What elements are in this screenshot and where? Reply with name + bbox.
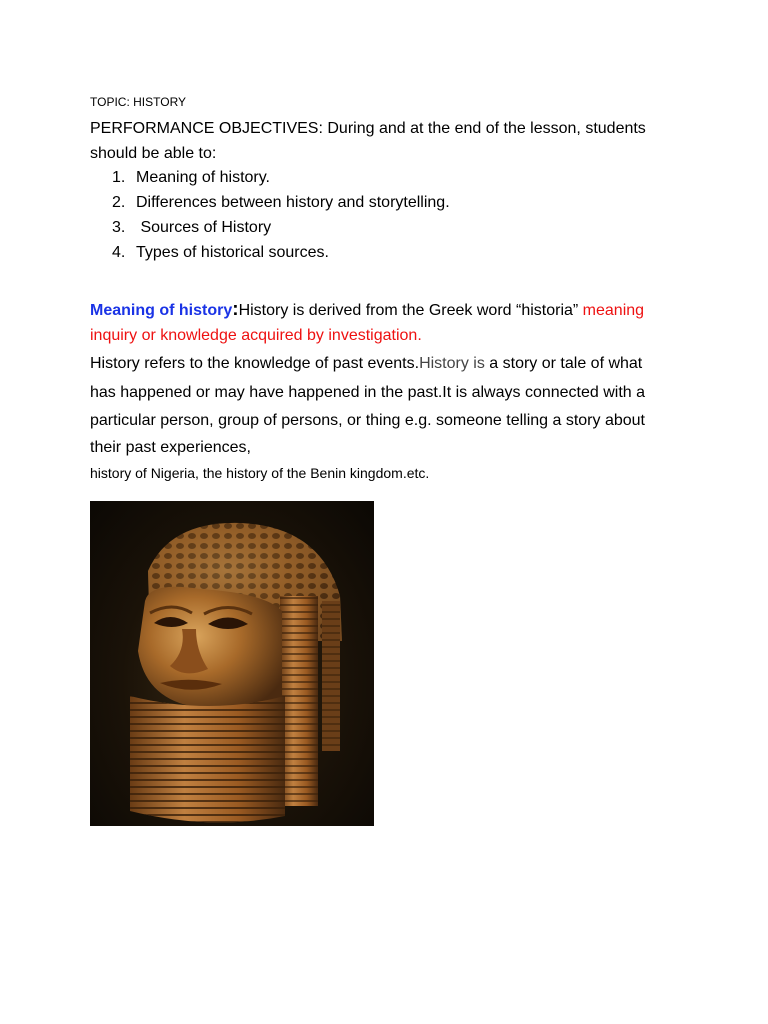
- paragraph-line: [90, 349, 680, 379]
- paragraph-line: [90, 323, 680, 349]
- highlighted-period: .: [417, 327, 422, 344]
- objectives-list: [112, 165, 450, 265]
- paragraph-line: their past experiences,: [90, 439, 251, 456]
- list-item: [112, 190, 450, 215]
- list-item-text: Differences between history and storytelling.: [136, 194, 450, 211]
- list-number: 2.: [112, 194, 126, 211]
- list-item: [112, 215, 450, 240]
- paragraph-line: [90, 296, 680, 323]
- meaning-of-history-section: [90, 296, 680, 485]
- section-heading: Meaning of history: [90, 302, 233, 319]
- heading-colon: :: [232, 299, 239, 320]
- body-text: History is: [419, 355, 485, 372]
- paragraph-line: has happened or may have happened in the past.It is always connected with a: [90, 384, 646, 401]
- list-item-text: Meaning of history.: [136, 169, 270, 186]
- list-number: 4.: [112, 244, 126, 261]
- list-item-text: Sources of History: [136, 219, 272, 236]
- benin-bronze-head-image: [90, 501, 374, 826]
- list-item: [112, 165, 450, 190]
- highlighted-text: inquiry or knowledge acquired by investigation: [90, 327, 418, 344]
- body-text: a story or tale of what: [484, 355, 643, 372]
- list-number: 3.: [112, 219, 126, 236]
- paragraph-line: particular person, group of persons, or thing e.g. someone telling a story about: [90, 412, 645, 429]
- topic-label: TOPIC: HISTORY: [90, 95, 187, 109]
- paragraph-line: history of Nigeria, the history of the Benin kingdom.etc.: [90, 465, 430, 481]
- bronze-head-illustration: [90, 501, 374, 826]
- highlighted-text: meaning: [582, 302, 645, 319]
- list-item-text: Types of historical sources.: [136, 244, 329, 261]
- body-text: History refers to the knowledge of past events.: [90, 355, 420, 372]
- definition-text: History is derived from the Greek word “historia”: [238, 302, 583, 319]
- performance-objectives-intro: PERFORMANCE OBJECTIVES: During and at the end of the lesson, students should be able to:: [90, 120, 646, 162]
- list-number: 1.: [112, 169, 126, 186]
- list-item: [112, 240, 450, 265]
